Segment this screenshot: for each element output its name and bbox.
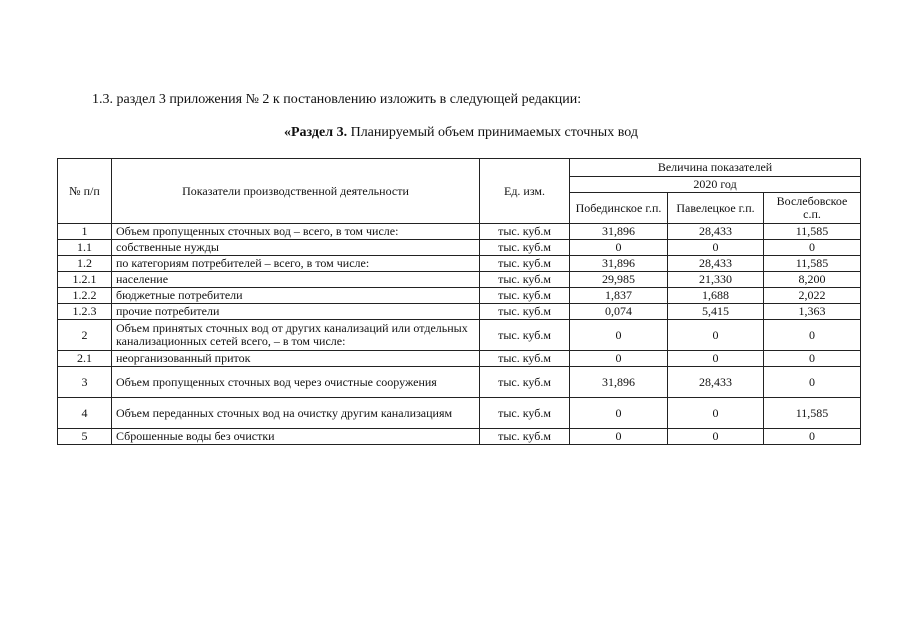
row-indicator: Объем принятых сточных вод от других канализаций или отдельных канализационных сетей всего, – в том числе: (112, 320, 480, 351)
row-value-voslebovskoe: 11,585 (764, 256, 861, 272)
table-row (58, 351, 861, 367)
row-value-pobedinskoe: 0 (570, 398, 668, 429)
row-num: 3 (58, 367, 112, 398)
row-indicator: население (112, 272, 480, 288)
row-indicator: бюджетные потребители (112, 288, 480, 304)
row-value-pobedinskoe: 0 (570, 320, 668, 351)
row-num: 4 (58, 398, 112, 429)
row-unit: тыс. куб.м (480, 398, 570, 429)
row-value-voslebovskoe: 2,022 (764, 288, 861, 304)
table-row (58, 429, 861, 445)
row-value-voslebovskoe: 0 (764, 367, 861, 398)
table-row (58, 240, 861, 256)
row-unit: тыс. куб.м (480, 256, 570, 272)
row-num: 2.1 (58, 351, 112, 367)
header-settlement-paveletskoe: Павелецкое г.п. (668, 193, 764, 224)
row-indicator: Объем пропущенных сточных вод – всего, в том числе: (112, 224, 480, 240)
table-row (58, 256, 861, 272)
header-settlement-pobedinskoe: Побединское г.п. (570, 193, 668, 224)
row-value-voslebovskoe: 11,585 (764, 224, 861, 240)
table-row (58, 398, 861, 429)
row-unit: тыс. куб.м (480, 272, 570, 288)
row-value-pobedinskoe: 31,896 (570, 224, 668, 240)
row-value-pobedinskoe: 31,896 (570, 256, 668, 272)
table-row (58, 304, 861, 320)
row-value-pobedinskoe: 0 (570, 351, 668, 367)
row-unit: тыс. куб.м (480, 367, 570, 398)
header-unit: Ед. изм. (480, 159, 570, 224)
row-num: 1.2.3 (58, 304, 112, 320)
row-indicator: Объем переданных сточных вод на очистку другим канализациям (112, 398, 480, 429)
row-value-paveletskoe: 21,330 (668, 272, 764, 288)
row-value-pobedinskoe: 0 (570, 240, 668, 256)
row-value-paveletskoe: 0 (668, 240, 764, 256)
row-indicator: собственные нужды (112, 240, 480, 256)
row-value-paveletskoe: 1,688 (668, 288, 764, 304)
section-heading-bold: «Раздел 3. (284, 125, 348, 140)
section-heading-rest: Планируемый объем принимаемых сточных вод (347, 125, 638, 140)
row-unit: тыс. куб.м (480, 240, 570, 256)
header-indicator: Показатели производственной деятельности (112, 159, 480, 224)
row-unit: тыс. куб.м (480, 288, 570, 304)
row-value-voslebovskoe: 11,585 (764, 398, 861, 429)
row-value-voslebovskoe: 0 (764, 240, 861, 256)
row-value-paveletskoe: 0 (668, 351, 764, 367)
table-row (58, 272, 861, 288)
table-row (58, 320, 861, 351)
row-value-paveletskoe: 28,433 (668, 367, 764, 398)
row-indicator: прочие потребители (112, 304, 480, 320)
row-value-pobedinskoe: 0 (570, 429, 668, 445)
row-value-paveletskoe: 0 (668, 320, 764, 351)
row-num: 2 (58, 320, 112, 351)
row-num: 1.1 (58, 240, 112, 256)
header-values: Величина показателей (570, 159, 861, 177)
header-num: № п/п (58, 159, 112, 224)
row-num: 1.2.2 (58, 288, 112, 304)
row-value-pobedinskoe: 29,985 (570, 272, 668, 288)
row-value-paveletskoe: 0 (668, 398, 764, 429)
row-num: 1.2.1 (58, 272, 112, 288)
intro-text: 1.3. раздел 3 приложения № 2 к постановлению изложить в следующей редакции: (92, 92, 582, 107)
row-indicator: неорганизованный приток (112, 351, 480, 367)
table-row (58, 367, 861, 398)
table-row (58, 288, 861, 304)
row-value-voslebovskoe: 0 (764, 429, 861, 445)
row-unit: тыс. куб.м (480, 429, 570, 445)
row-value-voslebovskoe: 0 (764, 351, 861, 367)
wastewater-table (57, 158, 861, 445)
row-value-pobedinskoe: 31,896 (570, 367, 668, 398)
row-unit: тыс. куб.м (480, 224, 570, 240)
header-year: 2020 год (570, 177, 861, 193)
section-heading (284, 125, 638, 141)
row-indicator: по категориям потребителей – всего, в том числе: (112, 256, 480, 272)
row-value-paveletskoe: 0 (668, 429, 764, 445)
header-settlement-voslebovskoe: Вослебовское с.п. (764, 193, 861, 224)
row-num: 1 (58, 224, 112, 240)
row-num: 1.2 (58, 256, 112, 272)
row-value-paveletskoe: 28,433 (668, 256, 764, 272)
row-value-pobedinskoe: 1,837 (570, 288, 668, 304)
row-num: 5 (58, 429, 112, 445)
row-value-voslebovskoe: 0 (764, 320, 861, 351)
row-unit: тыс. куб.м (480, 351, 570, 367)
table-row (58, 224, 861, 240)
row-unit: тыс. куб.м (480, 320, 570, 351)
row-unit: тыс. куб.м (480, 304, 570, 320)
row-value-pobedinskoe: 0,074 (570, 304, 668, 320)
row-value-voslebovskoe: 8,200 (764, 272, 861, 288)
row-value-voslebovskoe: 1,363 (764, 304, 861, 320)
row-indicator: Объем пропущенных сточных вод через очистные сооружения (112, 367, 480, 398)
row-value-paveletskoe: 5,415 (668, 304, 764, 320)
row-indicator: Сброшенные воды без очистки (112, 429, 480, 445)
row-value-paveletskoe: 28,433 (668, 224, 764, 240)
